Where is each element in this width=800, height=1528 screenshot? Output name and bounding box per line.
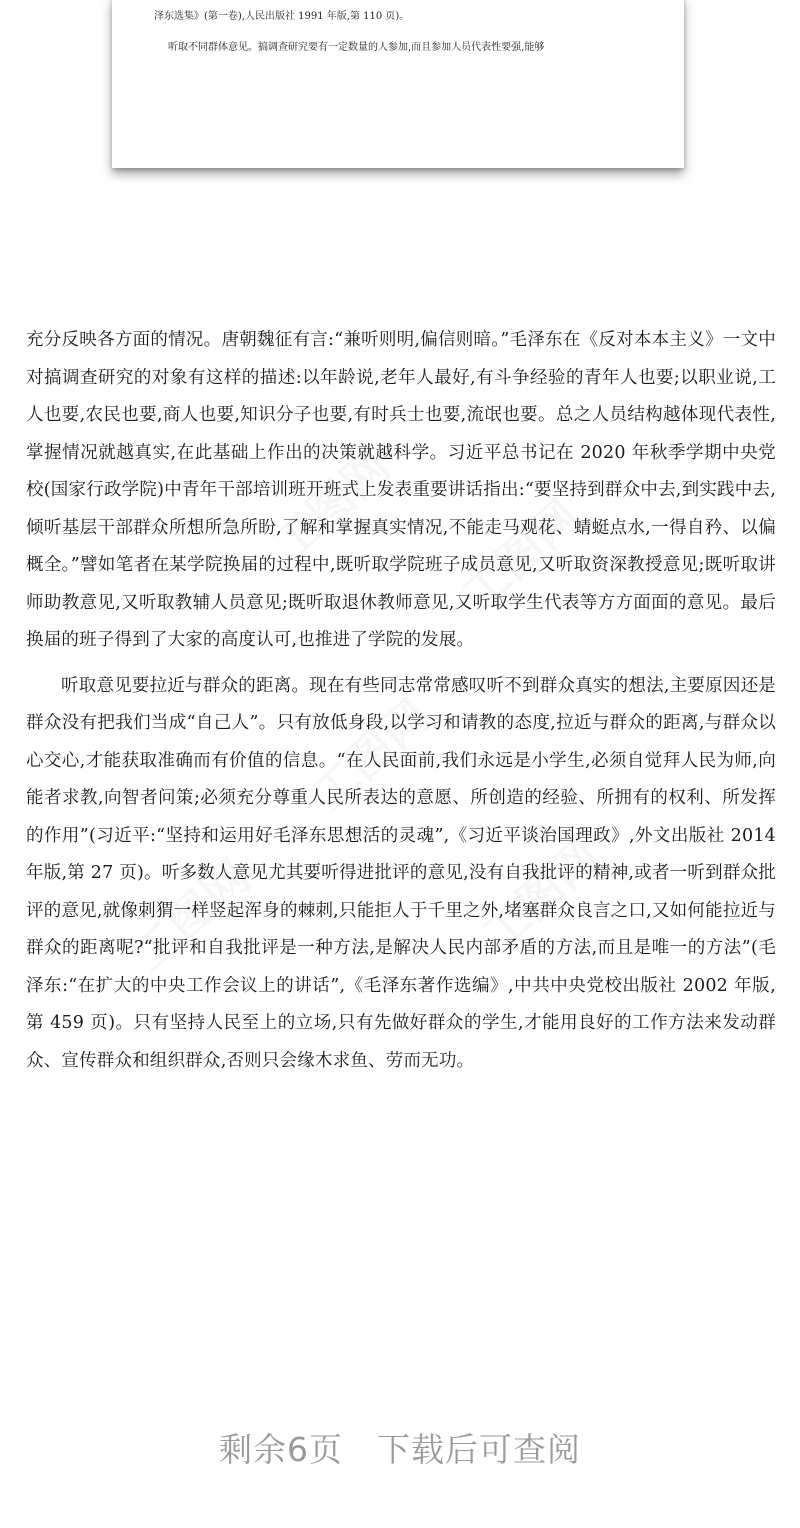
body-paragraph: 听取意见要拉近与群众的距离。现在有些同志常常感叹听不到群众真实的想法,主要原因还是群众没有把我们当成“自己人”。只有放低身段,以学习和请教的态度,拉近与群众的距离,与群众以心交心,才能获取准确而有价值的信息。“在人民面前,我们永远是小学生,必须自觉拜人民为师,向能者求教,向智者问策;必须充分尊重人民所表达的意愿、所创造的经验、所拥有的权利、所发挥的作用”(习近平:“坚持和运用好毛泽东思想活的灵魂”,《习近平谈治国理政》,外文出版社 2014 年版,第 27 页)。听多数人意见尤其要听得进批评的意见,没有自我批评的精神,或者一听到群众批评的意见,就像刺猬一样竖起浑身的棘刺,只能拒人于千里之外,堵塞群众良言之口,又如何能拉近与群众的距离呢?“批评和自我批评是一种方法,是解决人民内部矛盾的方法,而且是唯一的方法”(毛泽东:“在扩大的中央工作会议上的讲话”,《毛泽东著作选编》,中共中央党校出版社 2002 年版,第 459 页)。只有坚持人民至上的立场,只有先做好群众的学生,才能用良好的工作方法来发动群众、宣传群众和组织群众,否则只会缘木求鱼、劳而无功。 — [26, 675, 776, 1071]
previous-page-preview — [112, 0, 684, 168]
download-to-read-prompt[interactable] — [0, 1424, 800, 1471]
remaining-pages-label: 剩余6页 — [219, 1430, 343, 1469]
preview-line: 听取不同群体意见。搞调查研究要有一定数量的人参加,而且参加人员代表性要强,能够 — [168, 42, 545, 53]
download-prompt-label: 下载后可查阅 — [377, 1430, 581, 1469]
preview-line: 泽东选集》(第一卷),人民出版社 1991 年版,第 110 页)。 — [154, 11, 410, 22]
body-paragraph: 充分反映各方面的情况。唐朝魏征有言:“兼听则明,偏信则暗。”毛泽东在《反对本本主义》一文中对搞调查研究的对象有这样的描述:以年龄说,老年人最好,有斗争经验的青年人也要;以职业说,工人也要,农民也要,商人也要,知识分子也要,有时兵士也要,流氓也要。总之人员结构越体现代表性,掌握情况就越真实,在此基础上作出的决策就越科学。习近平总书记在 2020 年秋季学期中央党校(国家行政学院)中青年干部培训班开班式上发表重要讲话指出:“要坚持到群众中去,到实践中去,倾听基层干部群众所想所急所盼,了解和掌握真实情况,不能走马观花、蜻蜓点水,一得自矜、以偏概全。”譬如笔者在某学院换届的过程中,既听取学院班子成员意见,又听取资深教授意见;既听取讲师助教意见,又听取教辅人员意见;既听取退休教师意见,又听取学生代表等方方面面的意见。最后换届的班子得到了大家的高度认可,也推进了学院的发展。 — [26, 330, 776, 650]
document-body — [26, 322, 776, 1080]
